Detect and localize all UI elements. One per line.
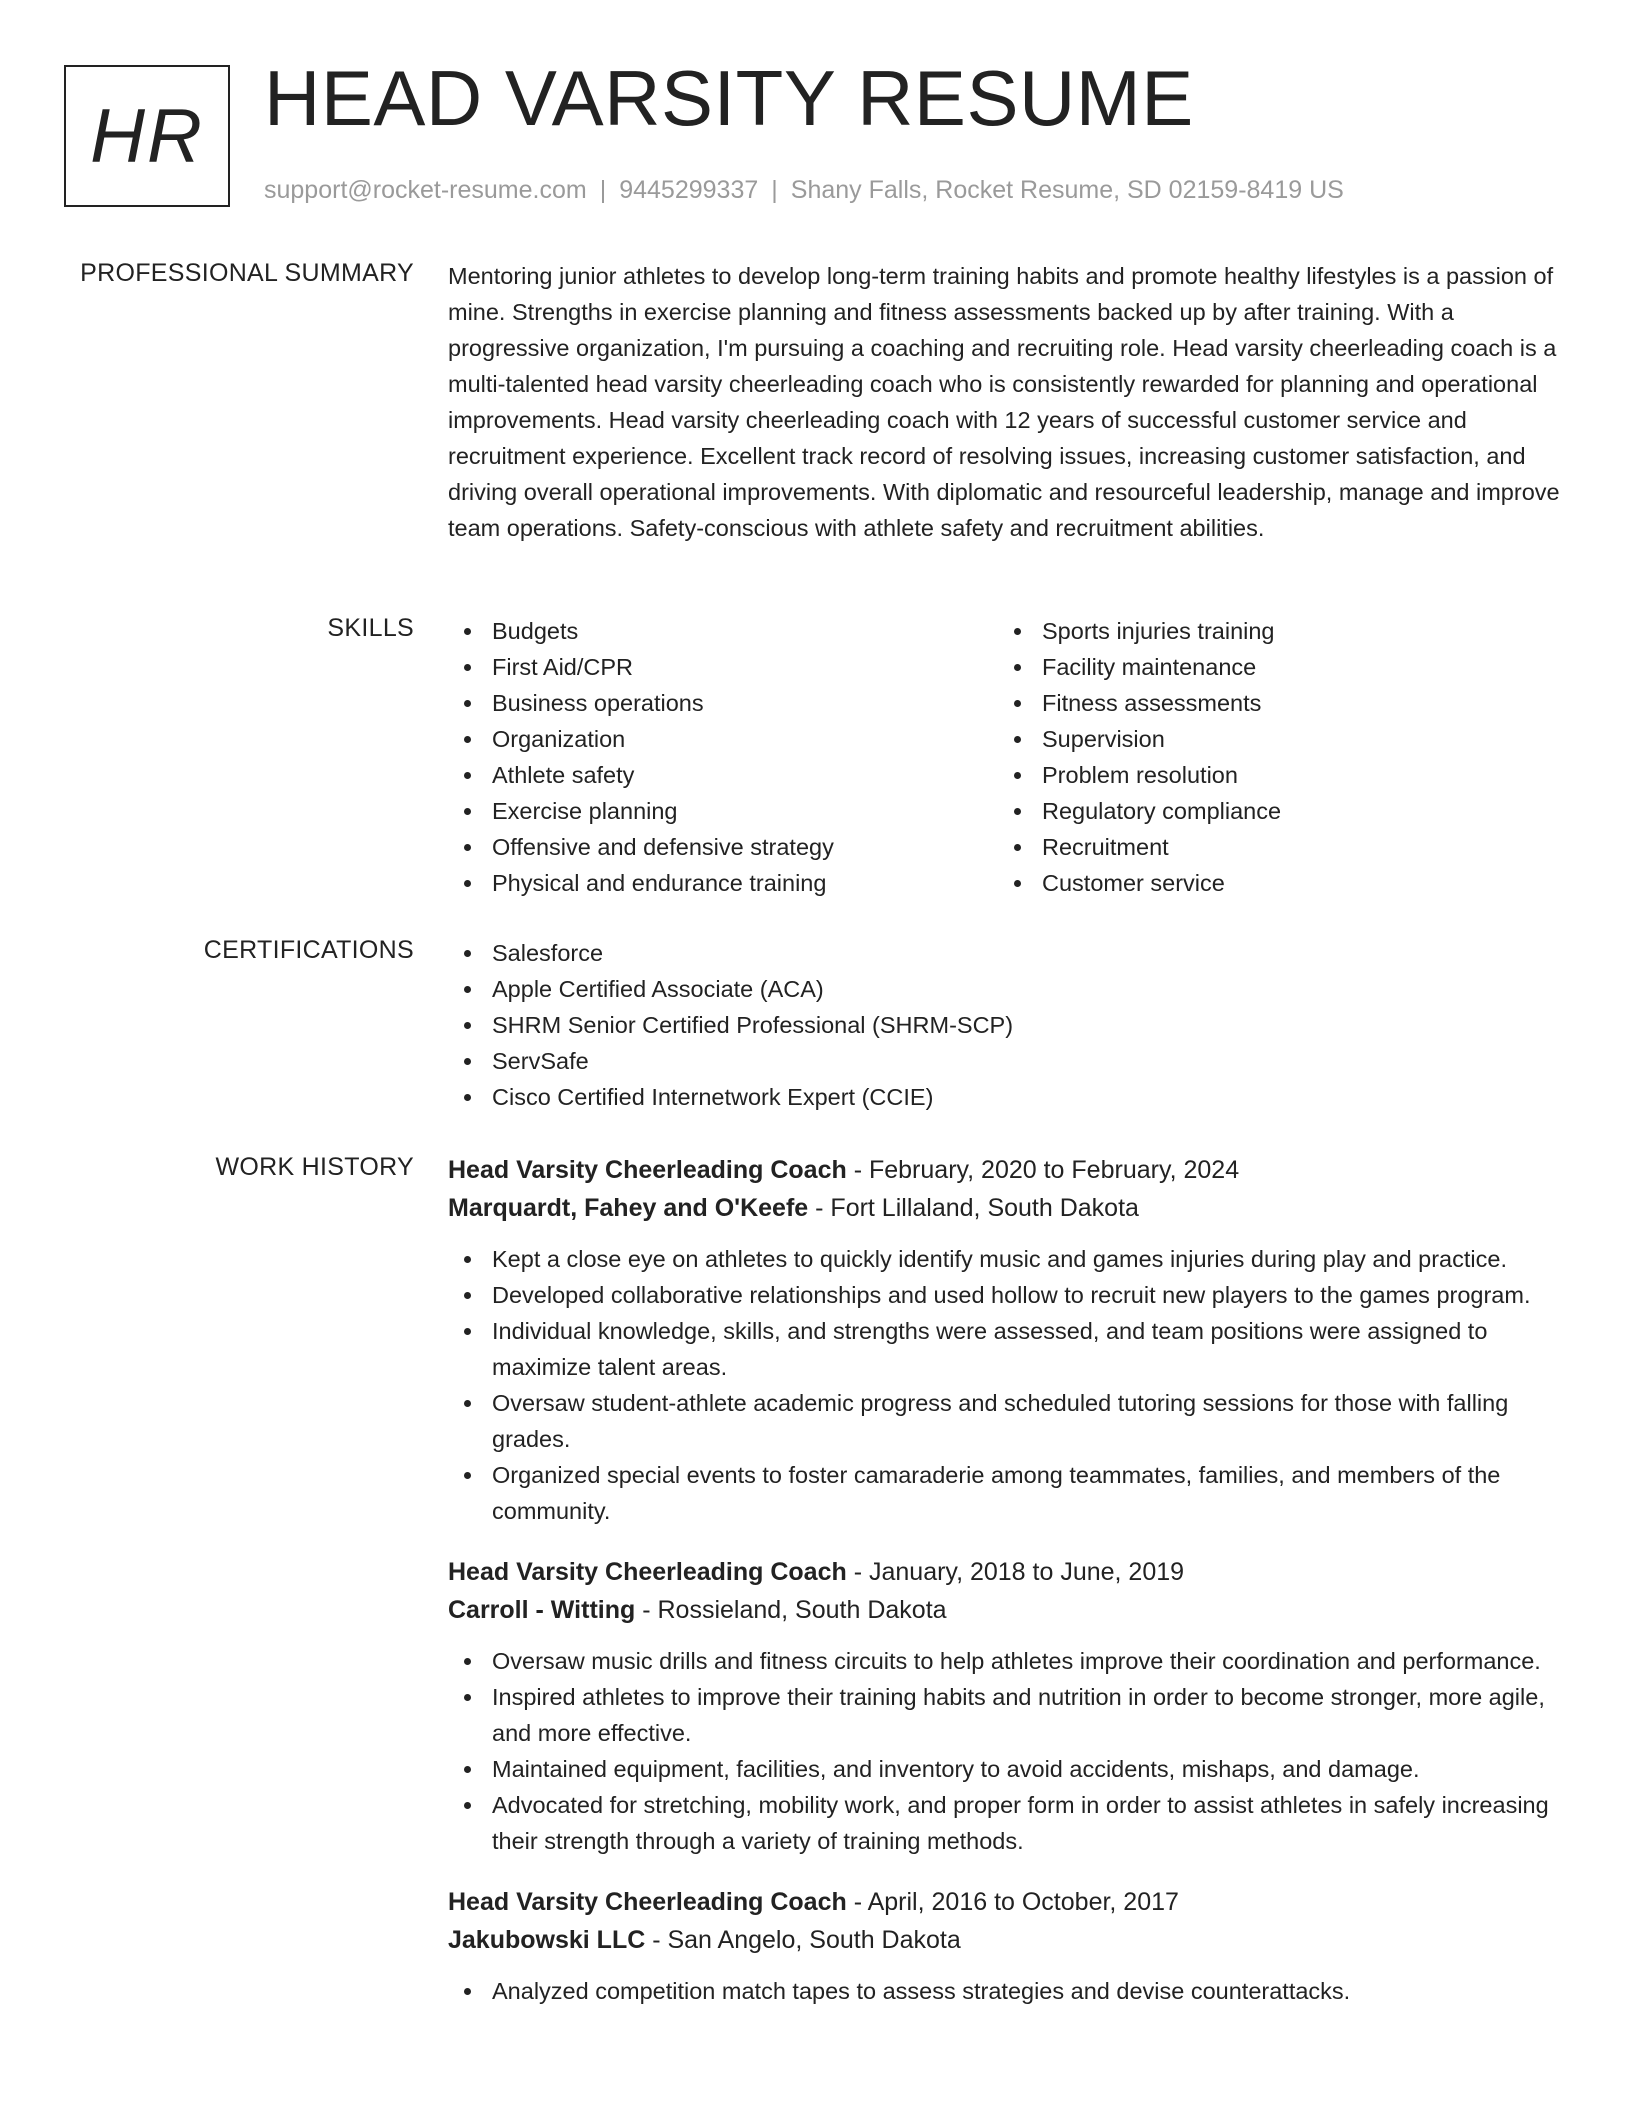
job-entry <box>448 1553 1573 1859</box>
certification-item: SHRM Senior Certified Professional (SHRM-SCP) <box>448 1007 1573 1043</box>
monogram-box <box>64 65 230 207</box>
summary-text: Mentoring junior athletes to develop long-term training habits and promote healthy lifestyles is a passion of mine. Strengths in exercise planning and fitness assessments backed up by after training. With a progressive organization, I'm pursuing a coaching and recruiting role. Head varsity cheerleading coach is a multi-talented head varsity cheerleading coach who is consistently rewarded for planning and operational improvements. Head varsity cheerleading coach with 12 years of successful customer service and recruitment experience. Excellent track record of resolving issues, increasing customer satisfaction, and driving overall operational improvements. With diplomatic and resourceful leadership, manage and improve team operations. Safety-conscious with athlete safety and recruitment abilities. <box>448 263 1560 541</box>
work-history-body <box>448 1151 1573 2033</box>
job-duty-item: Kept a close eye on athletes to quickly identify music and games injuries during play and practice. <box>448 1241 1573 1277</box>
job-location: - San Angelo, South Dakota <box>645 1926 961 1954</box>
job-duty-item: Analyzed competition match tapes to assess strategies and devise counterattacks. <box>448 1973 1573 2009</box>
summary-body <box>448 258 1573 546</box>
certification-item: Cisco Certified Internetwork Expert (CCIE) <box>448 1079 1573 1115</box>
job-company: Marquardt, Fahey and O'Keefe <box>448 1194 809 1222</box>
job-duty-item: Advocated for stretching, mobility work, and proper form in order to assist athletes in safely increasing their strength through a variety of training methods. <box>448 1787 1573 1859</box>
contact-line <box>264 176 1344 205</box>
resume-title: HEAD VARSITY RESUME <box>264 54 1194 142</box>
job-entry <box>448 1151 1573 1529</box>
certifications-body <box>448 935 1573 1115</box>
skill-item: Sports injuries training <box>998 613 1548 649</box>
job-duties <box>448 1643 1573 1859</box>
skills-body <box>448 613 1573 901</box>
contact-separator: | <box>599 176 607 204</box>
skill-item: Fitness assessments <box>998 685 1548 721</box>
skill-item: Customer service <box>998 865 1548 901</box>
monogram-initials: HR <box>90 93 204 179</box>
contact-address: Shany Falls, Rocket Resume, SD 02159-8419 US <box>790 176 1344 204</box>
job-dates: - February, 2020 to February, 2024 <box>846 1156 1240 1184</box>
job-duty-item: Maintained equipment, facilities, and inventory to avoid accidents, mishaps, and damage. <box>448 1751 1573 1787</box>
job-role-line <box>448 1883 1573 1921</box>
job-company-line <box>448 1189 1573 1227</box>
work-history-heading: WORK HISTORY <box>215 1153 414 1181</box>
skills-heading: SKILLS <box>327 614 414 642</box>
job-location: - Fort Lillaland, South Dakota <box>808 1194 1139 1222</box>
skill-item: Offensive and defensive strategy <box>448 829 998 865</box>
job-role-line <box>448 1553 1573 1591</box>
certifications-list <box>448 935 1573 1115</box>
skills-list-right <box>998 613 1548 901</box>
job-role: Head Varsity Cheerleading Coach <box>448 1888 847 1916</box>
skill-item: Exercise planning <box>448 793 998 829</box>
job-company-line <box>448 1591 1573 1629</box>
job-duties <box>448 1973 1573 2009</box>
job-duty-item: Developed collaborative relationships and used hollow to recruit new players to the games program. <box>448 1277 1573 1313</box>
job-duty-item: Inspired athletes to improve their training habits and nutrition in order to become stronger, more agile, and more effective. <box>448 1679 1573 1751</box>
skill-item: Facility maintenance <box>998 649 1548 685</box>
skill-item: Recruitment <box>998 829 1548 865</box>
skill-item: Business operations <box>448 685 998 721</box>
contact-email[interactable]: support@rocket-resume.com <box>264 176 587 204</box>
job-role: Head Varsity Cheerleading Coach <box>448 1156 847 1184</box>
job-company: Carroll - Witting <box>448 1596 636 1624</box>
job-duty-item: Individual knowledge, skills, and strengths were assessed, and team positions were assigned to maximize talent areas. <box>448 1313 1573 1385</box>
certification-item: Salesforce <box>448 935 1573 971</box>
job-dates: - April, 2016 to October, 2017 <box>846 1888 1179 1916</box>
job-company-line <box>448 1921 1573 1959</box>
skill-item: Supervision <box>998 721 1548 757</box>
job-entry <box>448 1883 1573 2009</box>
certification-item: Apple Certified Associate (ACA) <box>448 971 1573 1007</box>
job-duties <box>448 1241 1573 1529</box>
job-duty-item: Oversaw music drills and fitness circuits to help athletes improve their coordination and performance. <box>448 1643 1573 1679</box>
skill-item: Problem resolution <box>998 757 1548 793</box>
skill-item: Physical and endurance training <box>448 865 998 901</box>
job-dates: - January, 2018 to June, 2019 <box>846 1558 1185 1586</box>
skill-item: First Aid/CPR <box>448 649 998 685</box>
job-duty-item: Oversaw student-athlete academic progress and scheduled tutoring sessions for those with falling grades. <box>448 1385 1573 1457</box>
job-duty-item: Organized special events to foster camaraderie among teammates, families, and members of the community. <box>448 1457 1573 1529</box>
summary-heading: PROFESSIONAL SUMMARY <box>80 259 414 287</box>
contact-phone[interactable]: 9445299337 <box>619 176 759 204</box>
job-location: - Rossieland, South Dakota <box>635 1596 947 1624</box>
certifications-heading: CERTIFICATIONS <box>203 936 414 964</box>
job-company: Jakubowski LLC <box>448 1926 646 1954</box>
skill-item: Budgets <box>448 613 998 649</box>
skill-item: Regulatory compliance <box>998 793 1548 829</box>
skills-list-left <box>448 613 998 901</box>
skill-item: Organization <box>448 721 998 757</box>
skill-item: Athlete safety <box>448 757 998 793</box>
job-role: Head Varsity Cheerleading Coach <box>448 1558 847 1586</box>
job-role-line <box>448 1151 1573 1189</box>
certification-item: ServSafe <box>448 1043 1573 1079</box>
contact-separator: | <box>771 176 778 204</box>
